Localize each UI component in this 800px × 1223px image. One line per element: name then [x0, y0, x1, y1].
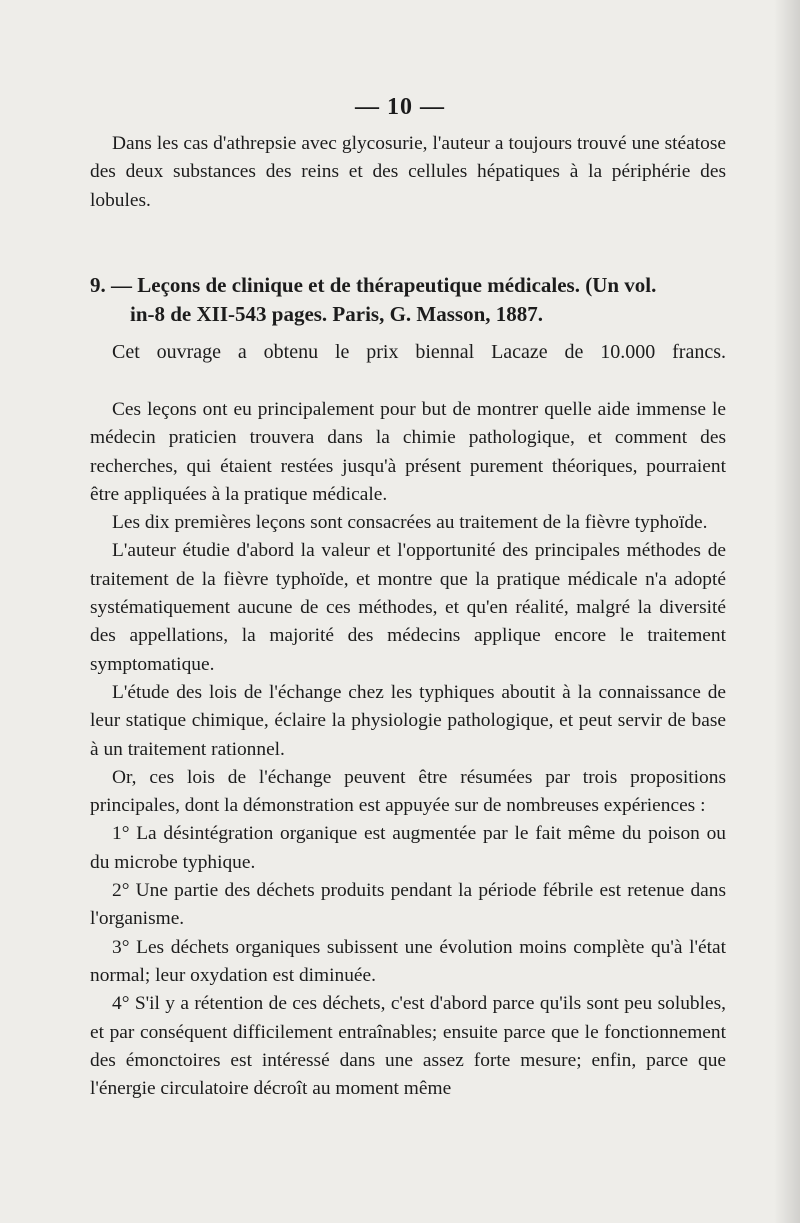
page-number: — 10 — [355, 94, 445, 120]
body-paragraph: L'étude des lois de l'échange chez les typhiques aboutit à la connaissance de leur statique chimique, éclaire la physiologie pathologique, et peut servir de base à un traitement rationnel. [90, 681, 726, 760]
body-paragraph: Les dix premières leçons sont consacrées au traitement de la fièvre typhoïde. [112, 512, 708, 534]
entry-number: 9. — [90, 273, 132, 297]
bibliography-entry [90, 271, 736, 329]
intro-section [90, 130, 726, 215]
body-section [90, 396, 726, 1103]
entry-title-line-2: in-8 de XII-543 pages. Paris, G. Masson, 1887. [130, 302, 544, 326]
proposition-item: 3° Les déchets organiques subissent une évolution moins complète qu'à l'état normal; leur oxydation est diminuée. [90, 936, 726, 986]
proposition-item: 1° La désintégration organique est augmentée par le fait même du poison ou du microbe typhique. [90, 823, 726, 873]
body-paragraph: Or, ces lois de l'échange peuvent être résumées par trois propositions principales, dont la démonstration est appuyée sur de nombreuses expériences : [90, 766, 726, 817]
intro-paragraph: Dans les cas d'athrepsie avec glycosurie, l'auteur a toujours trouvé une stéatose des deux substances des reins et des cellules hépatiques à la périphérie des lobules. [90, 133, 726, 211]
body-paragraph: Ces leçons ont eu principalement pour but de montrer quelle aide immense le médecin praticien trouvera dans la chimie pathologique, et comment des recherches, qui étaient restées jusqu'à présent purement théoriques, pourraient être appliquées à la pratique médicale. [90, 399, 726, 505]
prize-note: Cet ouvrage a obtenu le prix biennal Lacaze de 10.000 francs. [112, 341, 726, 363]
body-paragraph: L'auteur étudie d'abord la valeur et l'opportunité des principales méthodes de traitement de la fièvre typhoïde, et montre que la pratique médicale n'a adopté systématiquement aucune de ces méthodes, et qu'en réalité, malgré la diversité des appellations, la majorité des médecins applique encore le traitement symptomatique. [90, 540, 726, 675]
entry-title-line-1: Leçons de clinique et de thérapeutique médicales. (Un vol. [137, 273, 657, 297]
proposition-item: 4° S'il y a rétention de ces déchets, c'est d'abord parce qu'ils sont peu solubles, et par conséquent difficilement entraînables; ensuite parce que le fonctionnement des émonctoires est intéressé dans une assez forte mesure; enfin, parce que l'énergie circulatoire décroît au moment même [90, 993, 726, 1100]
page-edge-shadow [774, 0, 800, 1223]
proposition-item: 2° Une partie des déchets produits pendant la période fébrile est retenue dans l'organisme. [90, 880, 726, 930]
